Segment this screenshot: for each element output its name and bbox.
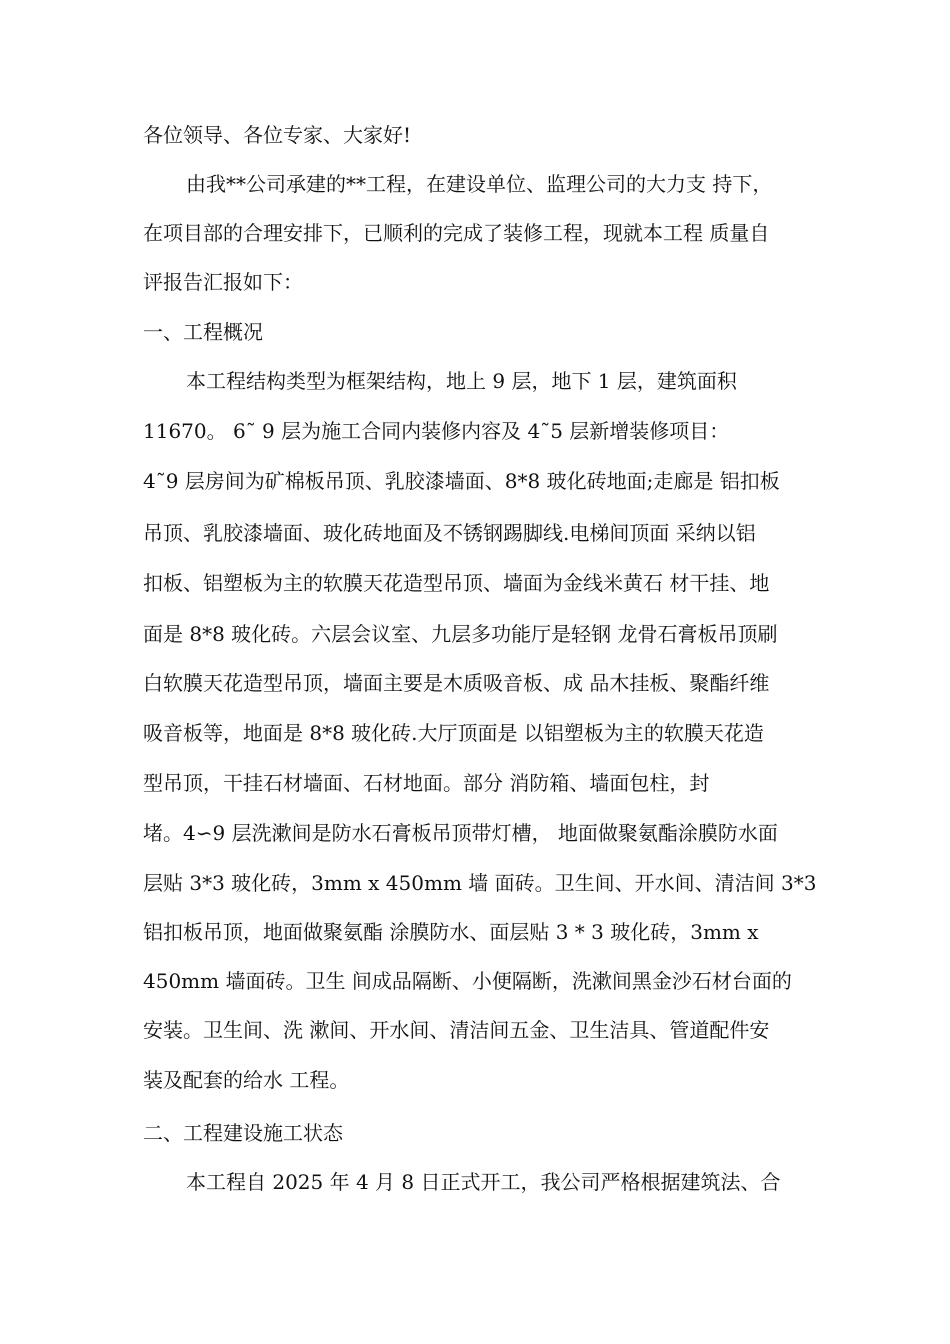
paragraph-line: 在项目部的合理安排下，已顺利的完成了装修工程，现就本工程 质量自 [143,221,770,245]
paragraph-line: 吸音板等，地面是 8*8 玻化砖.大厅顶面是 以铝塑板为主的软膜天花造 [143,721,764,745]
paragraph-line: 吊顶、乳胶漆墙面、玻化砖地面及不锈钢踢脚线.电梯间顶面 采纳以铝 [143,521,756,545]
paragraph-line: 扣板、铝塑板为主的软膜天花造型吊顶、墙面为金线米黄石 材干挂、地 [143,571,770,595]
paragraph-line: 型吊顶，干挂石材墙面、石材地面。部分 消防箱、墙面包柱，封 [143,771,710,795]
greeting: 各位领导、各位专家、大家好! [143,123,412,147]
section-heading: 二、工程建设施工状态 [143,1121,343,1145]
paragraph-line: 层贴 3*3 玻化砖，3mm x 450mm 墙 面砖。卫生间、开水间、清洁间 3*3 [143,871,817,895]
paragraph-line: 评报告汇报如下： [143,270,303,294]
paragraph-line: 本工程自 2025 年 4 月 8 日正式开工，我公司严格根据建筑法、合 [186,1170,781,1194]
paragraph-line: 堵。4∽9 层洗漱间是防水石膏板吊顶带灯槽， 地面做聚氨酯涂膜防水面 [143,821,778,845]
paragraph-line: 装及配套的给水 工程。 [143,1068,350,1092]
section-heading: 一、工程概况 [143,320,263,344]
paragraph-line: 面是 8*8 玻化砖。六层会议室、九层多功能厅是轻钢 龙骨石膏板吊顶刷 [143,622,778,646]
paragraph-line: 安装。卫生间、洗 漱间、开水间、清洁间五金、卫生洁具、管道配件安 [143,1018,770,1042]
paragraph-line: 铝扣板吊顶，地面做聚氨酯 涂膜防水、面层贴 3 * 3 玻化砖，3mm x [143,920,759,944]
paragraph-line: 4˜9 层房间为矿棉板吊顶、乳胶漆墙面、8*8 玻化砖地面;走廊是 铝扣板 [143,469,780,493]
paragraph-line: 由我**公司承建的**工程，在建设单位、监理公司的大力支 持下， [186,172,773,196]
paragraph-line: 本工程结构类型为框架结构，地上 9 层，地下 1 层，建筑面积 [186,369,737,393]
paragraph-line: 450mm 墙面砖。卫生 间成品隔断、小便隔断，洗漱间黑金沙石材台面的 [143,969,792,993]
paragraph-line: 白软膜天花造型吊顶，墙面主要是木质吸音板、成 品木挂板、聚酯纤维 [143,671,770,695]
paragraph-line: 11670。 6˜ 9 层为施工合同内装修内容及 4˜5 层新增装修项目： [143,419,730,443]
